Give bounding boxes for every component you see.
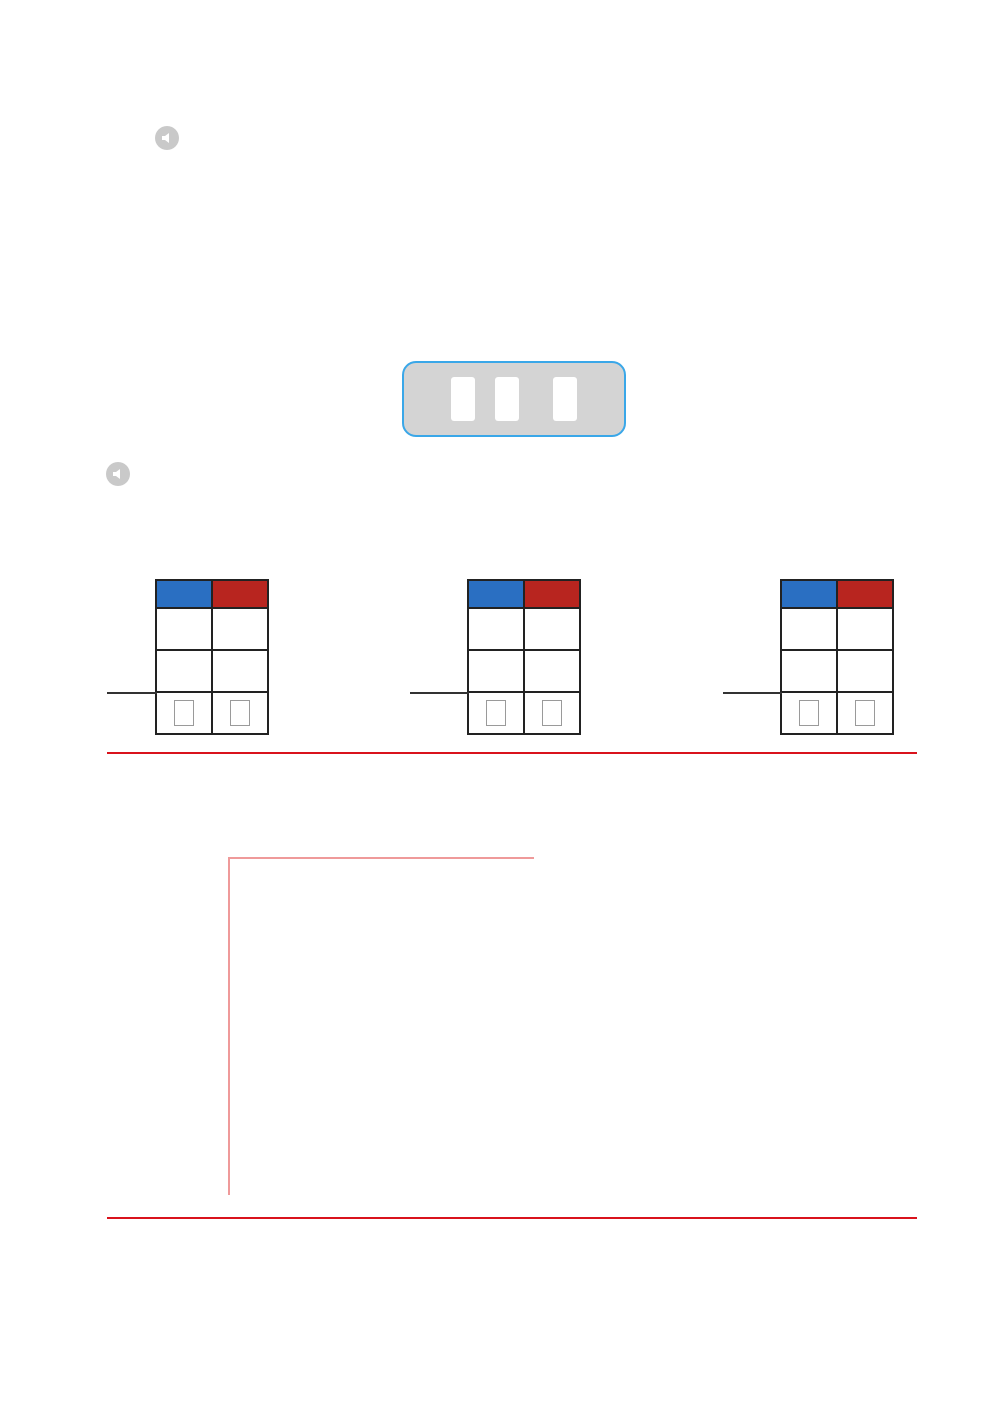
section-divider [107, 752, 917, 754]
section-divider [107, 1217, 917, 1219]
answer-units[interactable] [524, 692, 580, 734]
subtrahend-answer-box[interactable] [495, 377, 519, 421]
number-code-grid [228, 857, 534, 1195]
units-header [524, 580, 580, 608]
answer-units[interactable] [212, 692, 268, 734]
subtraction-equation-box [402, 361, 626, 437]
minuend-tens [468, 608, 524, 650]
minuend-units [212, 608, 268, 650]
answer-tens[interactable] [468, 692, 524, 734]
subtraction-line [723, 692, 782, 694]
minuend-answer-box[interactable] [451, 377, 475, 421]
minuend-tens [156, 608, 212, 650]
subtrahend-units [212, 650, 268, 692]
tens-header [156, 580, 212, 608]
answer-tens[interactable] [781, 692, 837, 734]
answer-units[interactable] [837, 692, 893, 734]
tens-header [781, 580, 837, 608]
subtrahend-units [524, 650, 580, 692]
subtraction-line [410, 692, 469, 694]
subtraction-table-1 [155, 579, 269, 735]
result-answer-box[interactable] [553, 377, 577, 421]
answer-tens[interactable] [156, 692, 212, 734]
minuend-units [837, 608, 893, 650]
subtrahend-units [837, 650, 893, 692]
subtrahend-tens [468, 650, 524, 692]
units-header [212, 580, 268, 608]
subtraction-table-3 [780, 579, 894, 735]
speaker-icon[interactable] [155, 126, 179, 150]
subtraction-line [107, 692, 157, 694]
speaker-icon[interactable] [106, 462, 130, 486]
tens-header [468, 580, 524, 608]
subtrahend-tens [781, 650, 837, 692]
subtraction-table-2 [467, 579, 581, 735]
subtrahend-tens [156, 650, 212, 692]
minuend-tens [781, 608, 837, 650]
units-header [837, 580, 893, 608]
minuend-units [524, 608, 580, 650]
